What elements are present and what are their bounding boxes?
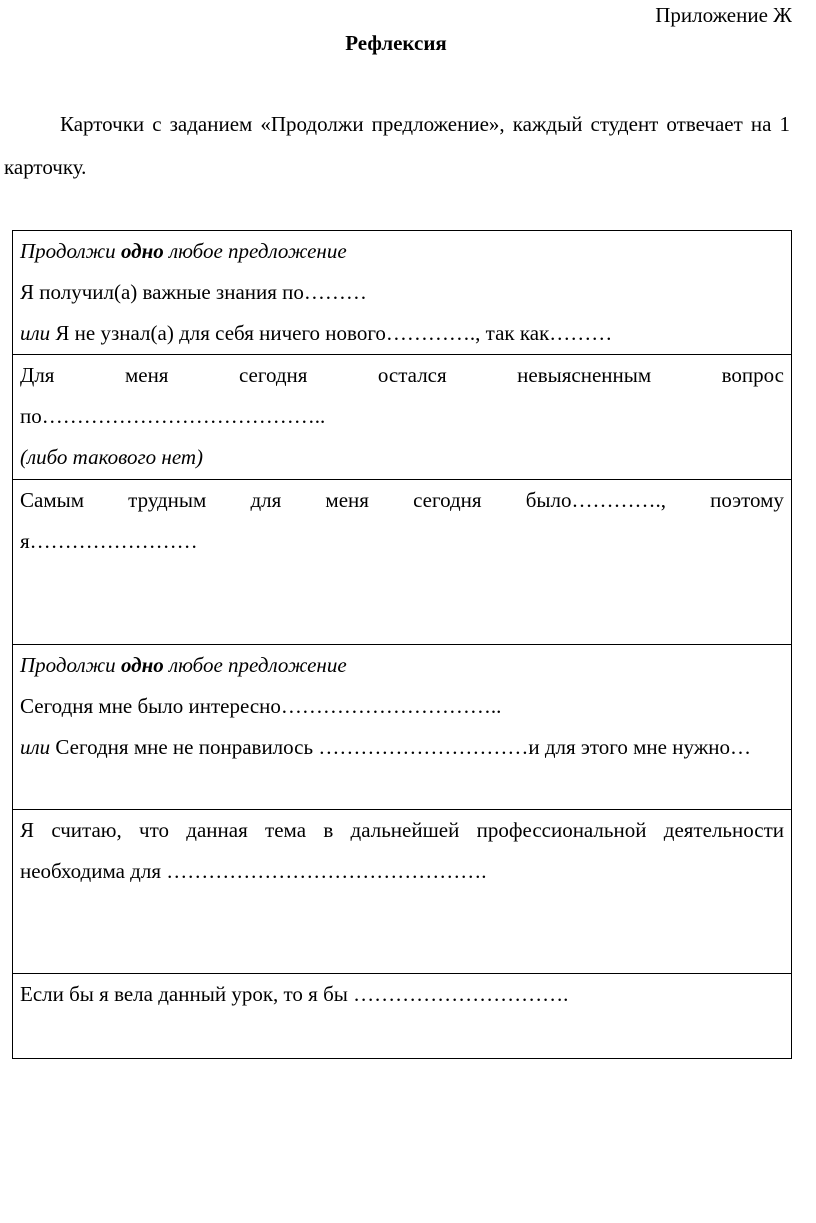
card-3-line-2: я…………………… bbox=[20, 529, 198, 553]
word: было…………., bbox=[525, 488, 666, 512]
instruction-text: Продолжи bbox=[20, 653, 121, 677]
card-4-line-2 bbox=[20, 727, 784, 768]
word: меня bbox=[124, 363, 169, 387]
word: меня bbox=[325, 488, 369, 512]
instruction-text-end: любое предложение bbox=[163, 653, 347, 677]
card-row-4 bbox=[13, 645, 792, 810]
word: сегодня bbox=[238, 363, 308, 387]
card-2-line-3: (либо такового нет) bbox=[20, 445, 204, 469]
word: остался bbox=[377, 363, 447, 387]
card-6-text: Если бы я вела данный урок, то я бы …………………………. bbox=[20, 982, 569, 1006]
card-row-3 bbox=[13, 480, 792, 645]
card-1-instruction bbox=[20, 231, 784, 272]
card-row-1 bbox=[13, 231, 792, 355]
word: невыясненным bbox=[517, 363, 652, 387]
card-2-line-1 bbox=[20, 355, 784, 396]
appendix-label: Приложение Ж bbox=[655, 3, 792, 27]
card-1-line-1: Я получил(а) важные знания по……… bbox=[20, 280, 367, 304]
instruction-emphasis: одно bbox=[120, 653, 164, 677]
word: вопрос bbox=[721, 363, 784, 387]
instruction-text: Продолжи bbox=[20, 239, 121, 263]
card-row-5 bbox=[13, 810, 792, 974]
card-4-instruction bbox=[20, 645, 784, 686]
card-row-2 bbox=[13, 355, 792, 480]
reflection-cards-table bbox=[12, 230, 792, 1059]
word: поэтому bbox=[710, 488, 784, 512]
or-word: или bbox=[20, 321, 51, 345]
card-3-line-1 bbox=[20, 480, 784, 521]
instruction-text-end: любое предложение bbox=[163, 239, 347, 263]
word: сегодня bbox=[413, 488, 482, 512]
card-1-line-2-text: Я не узнал(а) для себя ничего нового…………., так как……… bbox=[50, 321, 613, 345]
card-5-text: Я считаю, что данная тема в дальнейшей профессиональной деятельности необходима для ………………………………………. bbox=[20, 818, 784, 883]
intro-paragraph: Карточки с заданием «Продолжи предложение», каждый студент отвечает на 1 карточку. bbox=[4, 112, 790, 179]
word: Для bbox=[20, 363, 55, 387]
page-title: Рефлексия bbox=[345, 31, 447, 55]
word: для bbox=[250, 488, 282, 512]
card-4-line-2-text: Сегодня мне не понравилось …………………………и для этого мне нужно… bbox=[50, 735, 751, 759]
card-cell-3 bbox=[13, 480, 792, 645]
card-cell-6 bbox=[13, 974, 792, 1059]
card-cell-2 bbox=[13, 355, 792, 480]
card-cell-1 bbox=[13, 231, 792, 355]
card-cell-4 bbox=[13, 645, 792, 810]
or-word: или bbox=[20, 735, 51, 759]
card-1-line-2 bbox=[20, 313, 784, 354]
word: Самым bbox=[20, 488, 85, 512]
card-row-6 bbox=[13, 974, 792, 1059]
word: трудным bbox=[128, 488, 207, 512]
card-cell-5 bbox=[13, 810, 792, 974]
card-4-line-1: Сегодня мне было интересно………………………….. bbox=[20, 694, 502, 718]
card-2-line-2: по………………………………….. bbox=[20, 404, 326, 428]
instruction-emphasis: одно bbox=[120, 239, 164, 263]
